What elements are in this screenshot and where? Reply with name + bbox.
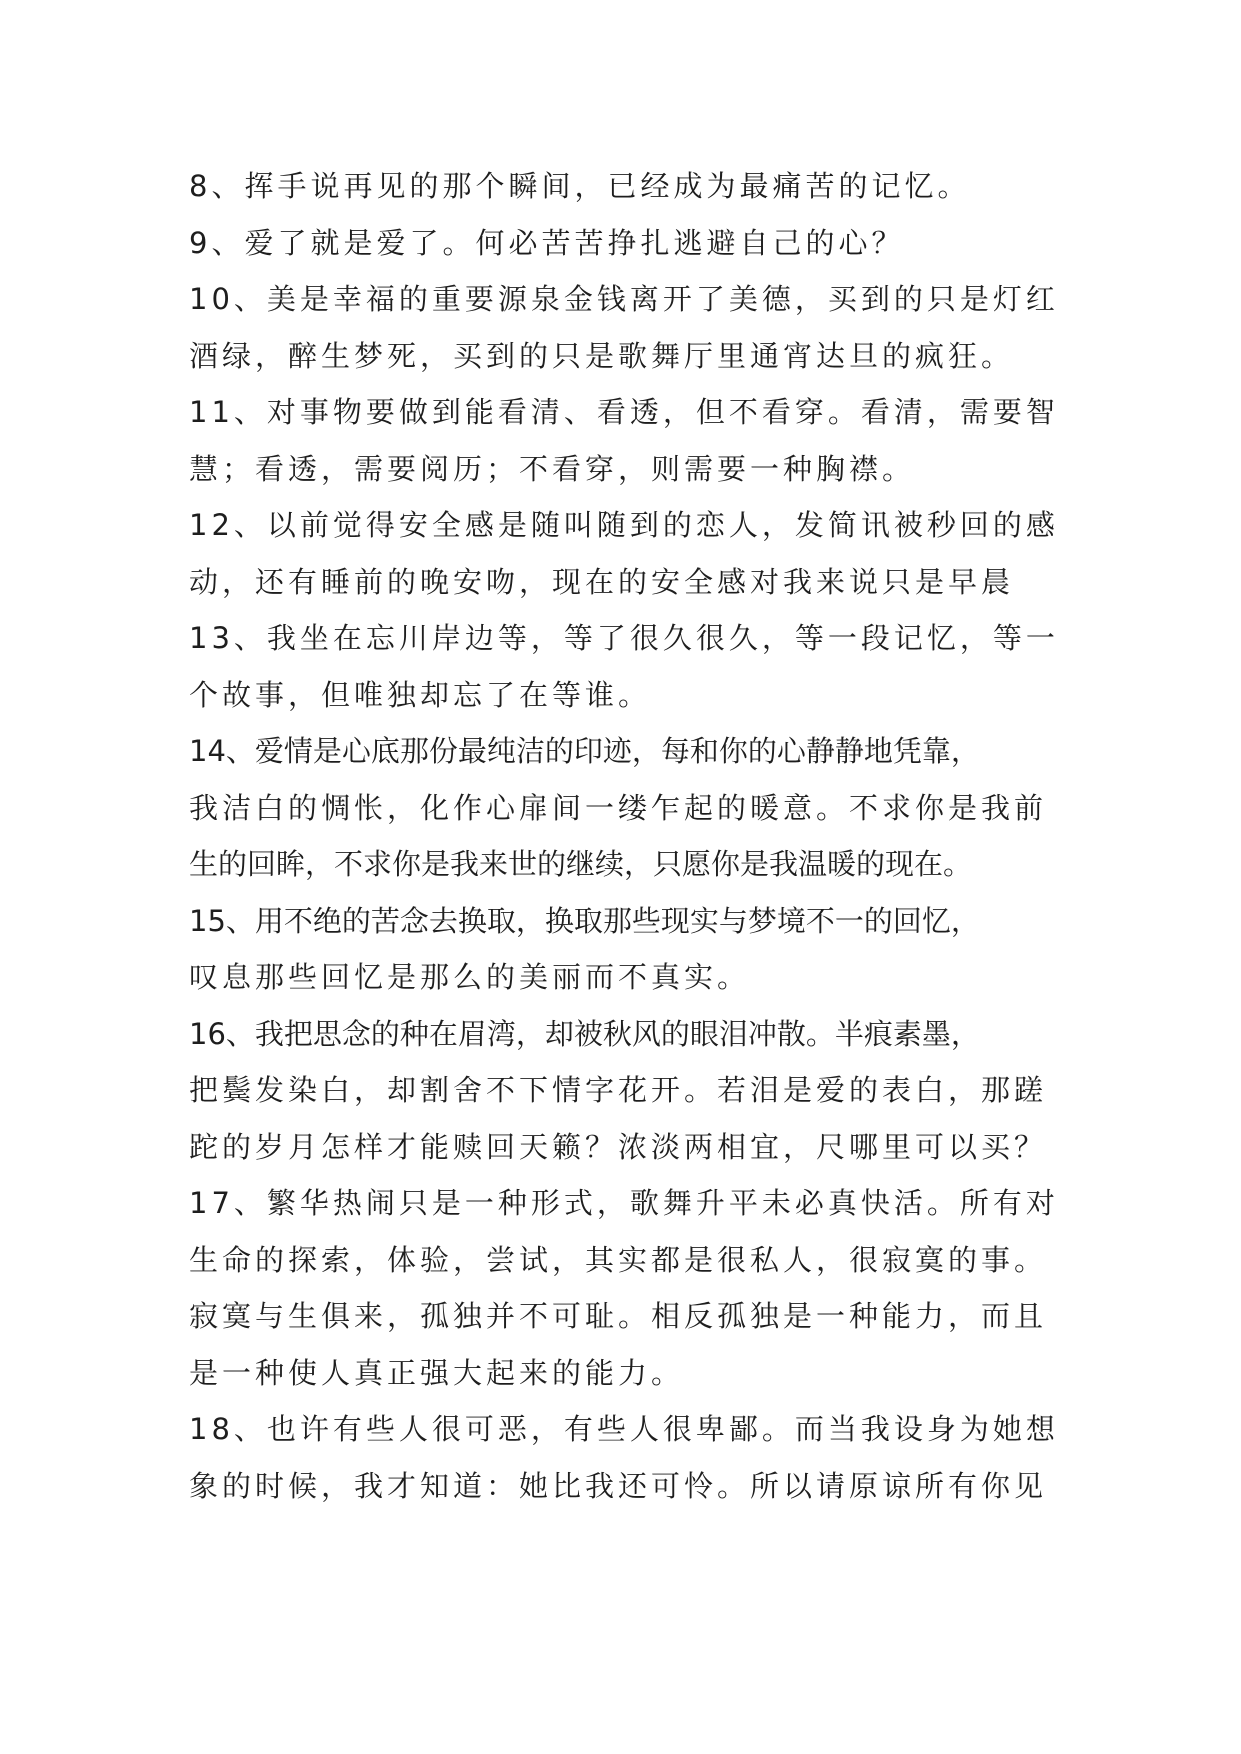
text-line: 9、爱了就是爱了。何必苦苦挣扎逃避自己的心？ [189,225,905,260]
text-line: 10、美是幸福的重要源泉金钱离开了美德，买到的只是灯红 [189,282,1059,316]
text-line: 把鬓发染白，却割舍不下情字花开。若泪是爱的表白，那蹉 [189,1073,1048,1107]
text-line: 14、爱情是心底那份最纯洁的印迹，每和你的心静静地凭靠， [189,734,980,768]
text-line: 15、用不绝的苦念去换取，换取那些现实与梦境不一的回忆， [189,903,980,938]
text-line: 我洁白的惆怅，化作心扉间一缕乍起的暖意。不求你是我前 [189,790,1048,825]
text-line: 慧；看透，需要阅历；不看穿，则需要一种胸襟。 [189,451,916,486]
text-line: 寂寞与生俱来，孤独并不可耻。相反孤独是一种能力，而且 [189,1299,1048,1333]
text-line: 18、也许有些人很可恶，有些人很卑鄙。而当我设身为她想 [189,1412,1059,1446]
text-line: 是一种使人真正强大起来的能力。 [189,1355,685,1390]
text-line: 酒绿，醉生梦死，买到的只是歌舞厅里通宵达旦的疯狂。 [189,338,1015,373]
text-line: 13、我坐在忘川岸边等，等了很久很久，等一段记忆，等一 [189,621,1059,655]
text-line: 16、我把思念的种在眉湾，却被秋风的眼泪冲散。半痕素墨， [189,1016,980,1051]
text-line: 个故事，但唯独却忘了在等谁。 [189,677,652,712]
text-line: 跎的岁月怎样才能赎回天籁？浓淡两相宜，尺哪里可以买？ [189,1129,1048,1164]
text-line: 8、挥手说再见的那个瞬间，已经成为最痛苦的记忆。 [189,169,971,203]
text-line: 17、繁华热闹只是一种形式，歌舞升平未必真快活。所有对 [189,1186,1059,1220]
text-line: 12、以前觉得安全感是随叫随到的恋人，发简讯被秒回的感 [189,508,1059,542]
document-page [189,158,1059,1514]
text-line: 叹息那些回忆是那么的美丽而不真实。 [189,960,751,994]
text-line: 生命的探索，体验，尝试，其实都是很私人，很寂寞的事。 [189,1242,1048,1277]
text-line: 11、对事物要做到能看清、看透，但不看穿。看清，需要智 [189,395,1059,429]
text-line: 动，还有睡前的晚安吻，现在的安全感对我来说只是早晨 [189,564,1015,599]
text-line: 生的回眸，不求你是我来世的继续，只愿你是我温暖的现在。 [189,847,973,881]
text-line: 象的时候，我才知道：她比我还可怜。所以请原谅所有你见 [189,1468,1048,1503]
